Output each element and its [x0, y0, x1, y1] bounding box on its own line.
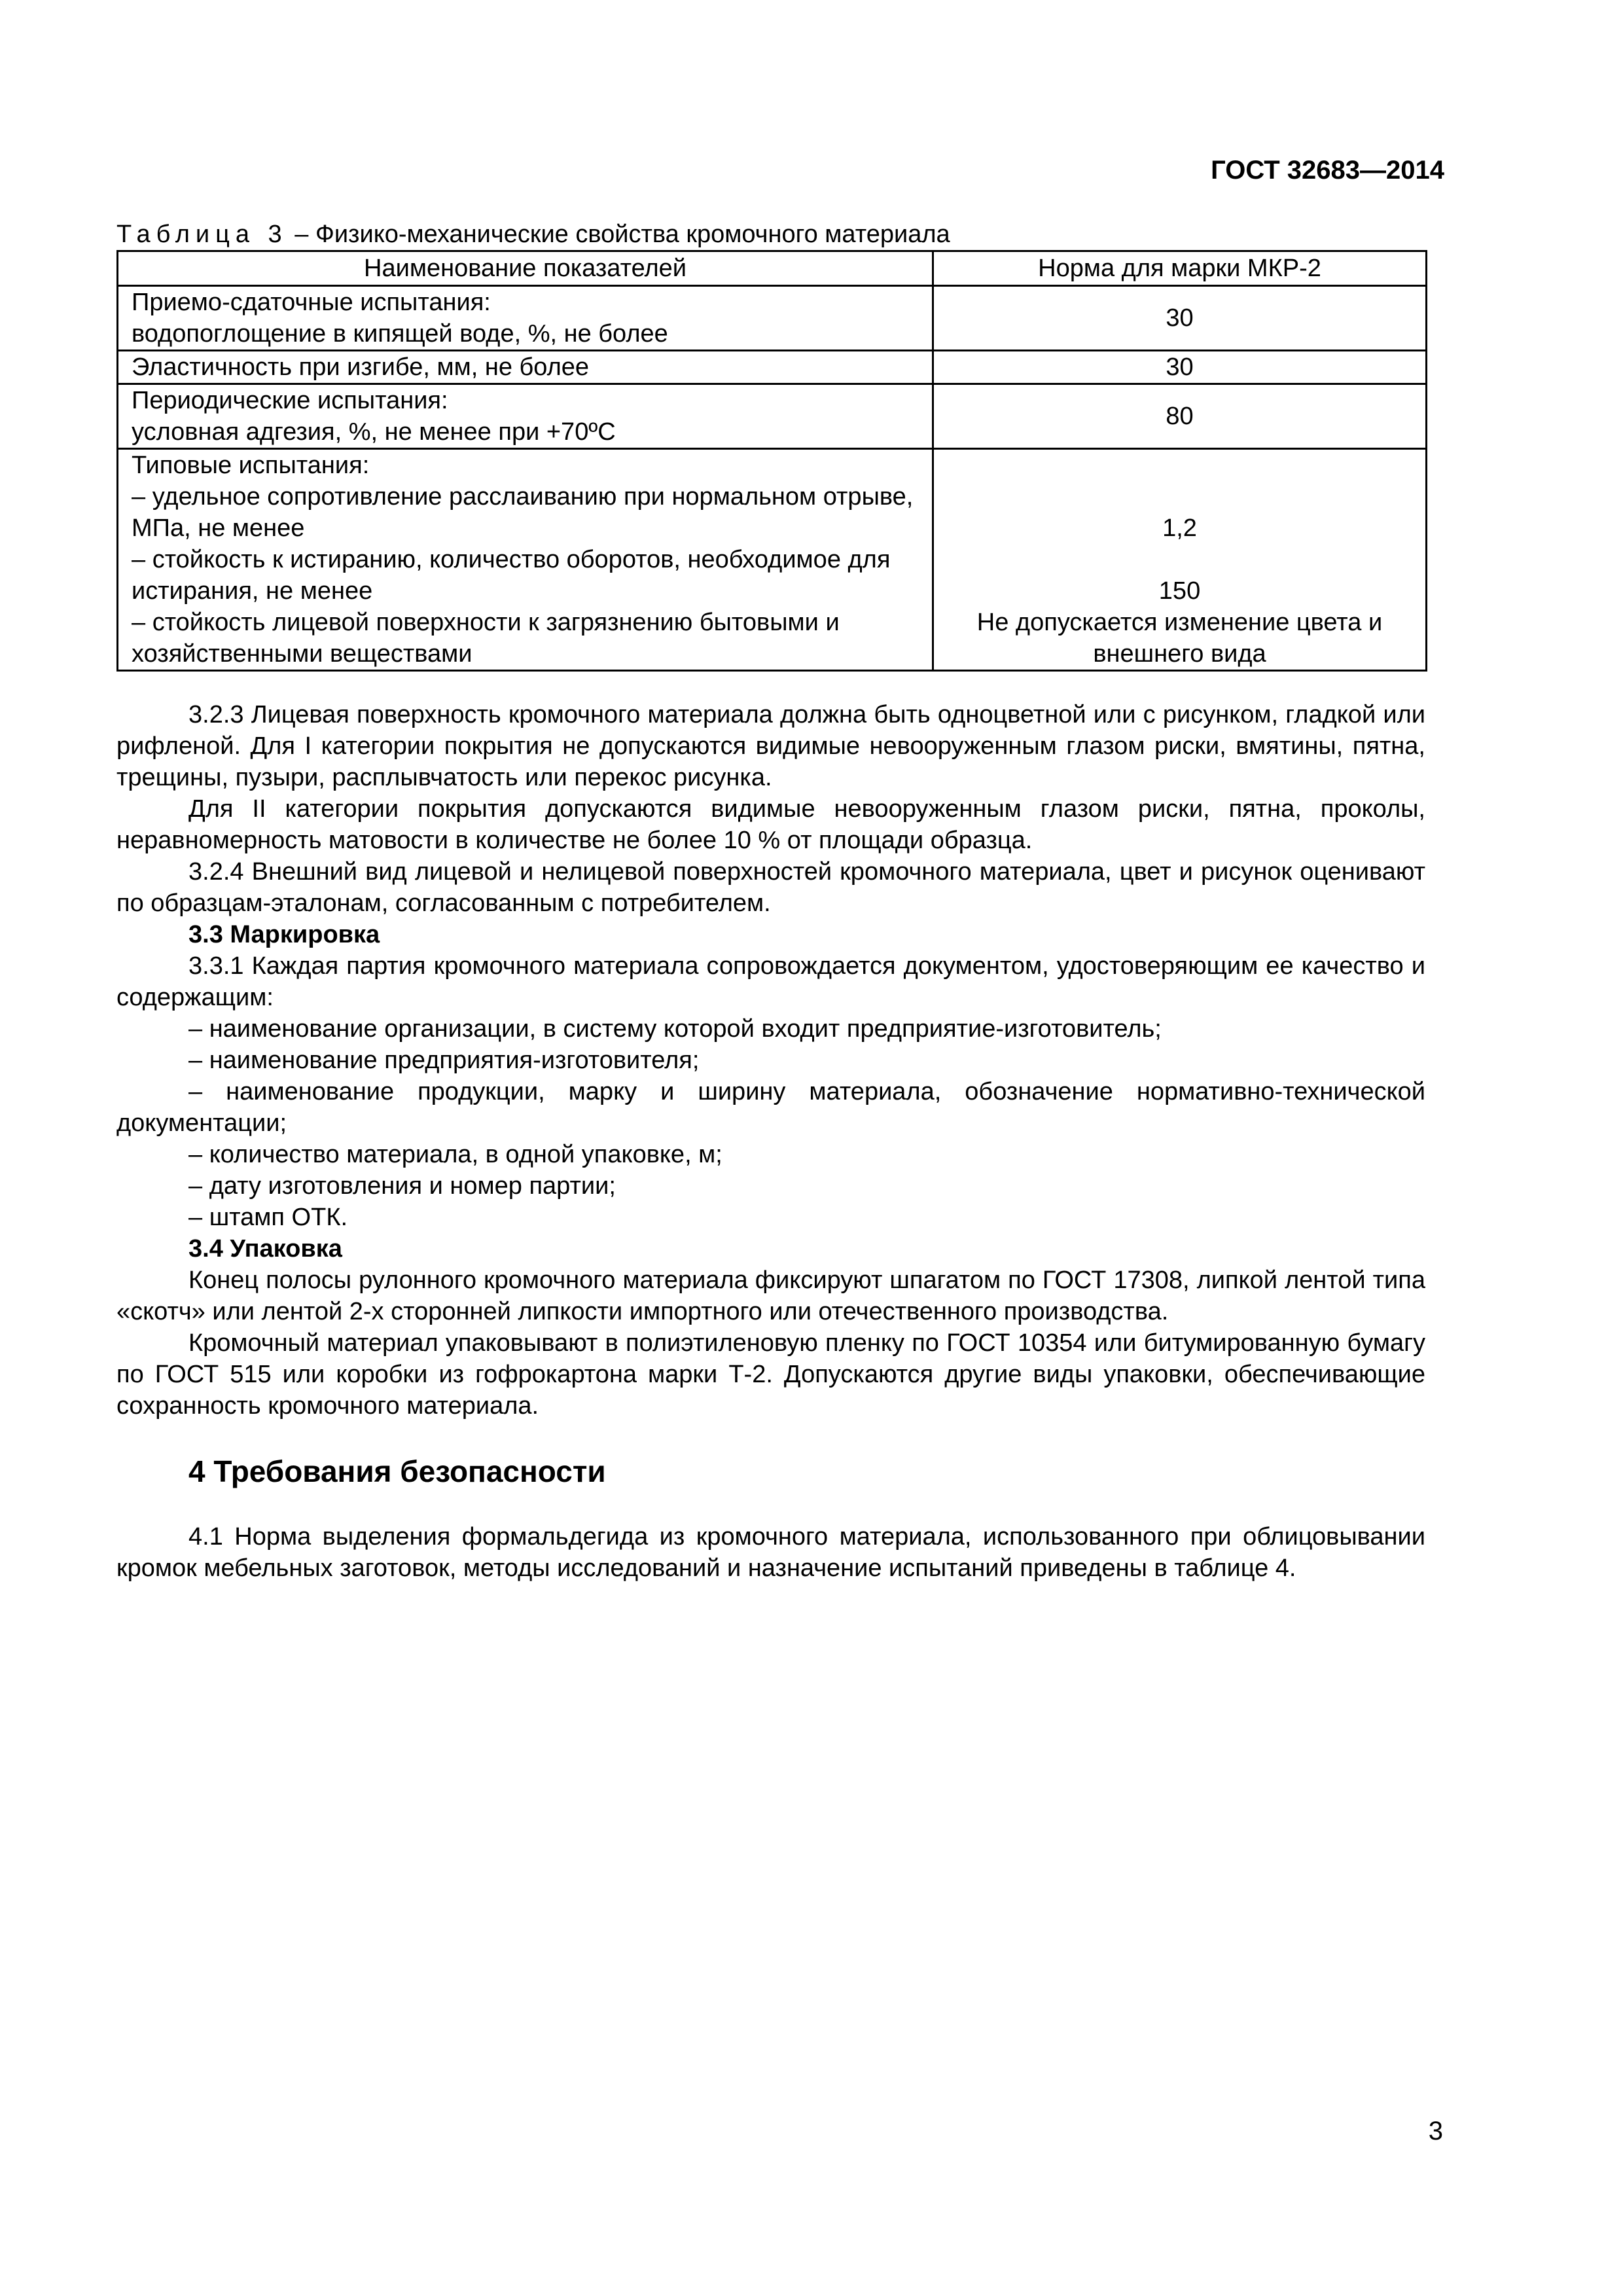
list-item: – наименование организации, в систему которой входит предприятие-изготовитель; — [188, 1015, 1162, 1043]
table-header-row — [118, 251, 1427, 286]
row-value: 80 — [933, 384, 1427, 449]
typical-item: – стойкость к истиранию, количество оборотов, необходимое для истирания, не менее — [132, 546, 891, 605]
paragraph-4-1: 4.1 Норма выделения формальдегида из кромочного материала, использованного при облицовывании кромок мебельных заготовок, методы исследований и назначение испытаний приведены в таблице 4. — [116, 1523, 1425, 1582]
page-number: 3 — [1428, 2117, 1443, 2145]
table-row-typical-tests — [118, 449, 1427, 671]
row-name: Эластичность при изгибе, мм, не более — [118, 351, 933, 384]
column-header-name: Наименование показателей — [118, 251, 933, 286]
properties-table — [116, 250, 1427, 672]
row-name: Приемо-сдаточные испытания: водопоглощение в кипящей воде, %, не более — [118, 286, 933, 351]
list-item: – количество материала, в одной упаковке, м; — [188, 1141, 722, 1168]
section-heading-marking: 3.3 Маркировка — [188, 921, 380, 948]
typical-value: 1,2 — [1162, 514, 1197, 542]
section-heading-safety: 4 Требования безопасности — [188, 1454, 606, 1488]
paragraph-3-2-4: 3.2.4 Внешний вид лицевой и нелицевой поверхностей кромочного материала, цвет и рисунок оценивают по образцам-эталонам, согласованным с потребителем. — [116, 858, 1425, 917]
row-values — [933, 449, 1427, 671]
column-header-norm: Норма для марки МКР-2 — [933, 251, 1427, 286]
table-row — [118, 384, 1427, 449]
row-name: Типовые испытания: – удельное сопротивление расслаиванию при нормальном отрыве, МПа, не менее – стойкость к истиранию, количество оборотов, необходимое для истирания, не менее – стойкость лицевой поверхности к загрязнению бытовыми и хозяйственными веществами — [118, 449, 933, 671]
row-name: Периодические испытания: условная адгезия, %, не менее при +70ºС — [118, 384, 933, 449]
table-caption-text: – Физико-механические свойства кромочного материала — [294, 221, 950, 248]
paragraph-category-2: Для II категории покрытия допускаются видимые невооруженным глазом риски, пятна, проколы, неравномерность матовости в количестве не более 10 % от площади образца. — [116, 795, 1425, 854]
typical-item: – стойкость лицевой поверхности к загрязнению бытовыми и хозяйственными веществами — [132, 609, 840, 668]
table-caption — [116, 219, 1491, 250]
typical-value: 150 — [1158, 577, 1201, 605]
paragraph-3-3-1: 3.3.1 Каждая партия кромочного материала сопровождается документом, удостоверяющим ее качество и содержащим: — [116, 952, 1425, 1011]
list-item: – наименование предприятия-изготовителя; — [188, 1047, 700, 1074]
table-caption-label: Таблица 3 — [116, 221, 288, 248]
list-item: – дату изготовления и номер партии; — [188, 1172, 616, 1200]
list-item: – наименование продукции, марку и ширину материала, обозначение нормативно-технической документации; — [116, 1078, 1425, 1137]
document-code: ГОСТ 32683—2014 — [1211, 156, 1444, 185]
typical-item: – удельное сопротивление расслаиванию при нормальном отрыве, МПа, не менее — [132, 483, 914, 542]
section-heading-packaging: 3.4 Упаковка — [188, 1235, 342, 1263]
row-value: 30 — [933, 351, 1427, 384]
table-row — [118, 286, 1427, 351]
table-row — [118, 351, 1427, 384]
document-body — [116, 699, 1425, 1584]
list-item: – штамп ОТК. — [188, 1204, 348, 1231]
typical-value: Не допускается изменение цвета и внешнего вида — [976, 609, 1383, 668]
paragraph-packaging-1: Конец полосы рулонного кромочного материала фиксируют шпагатом по ГОСТ 17308, липкой лентой типа «скотч» или лентой 2-х сторонней липкости импортного или отечественного производства. — [116, 1266, 1425, 1325]
paragraph-packaging-2: Кромочный материал упаковывают в полиэтиленовую пленку по ГОСТ 10354 или битумированную бумагу по ГОСТ 515 или коробки из гофрокартона марки Т-2. Допускаются другие виды упаковки, обеспечивающие сохранность кромочного материала. — [116, 1329, 1425, 1420]
row-value: 30 — [933, 286, 1427, 351]
paragraph-3-2-3: 3.2.3 Лицевая поверхность кромочного материала должна быть одноцветной или с рисунком, гладкой или рифленой. Для I категории покрытия не допускаются видимые невооруженным глазом риски, вмятины, пятна, трещины, пузыри, расплывчатость или перекос рисунка. — [116, 701, 1425, 791]
